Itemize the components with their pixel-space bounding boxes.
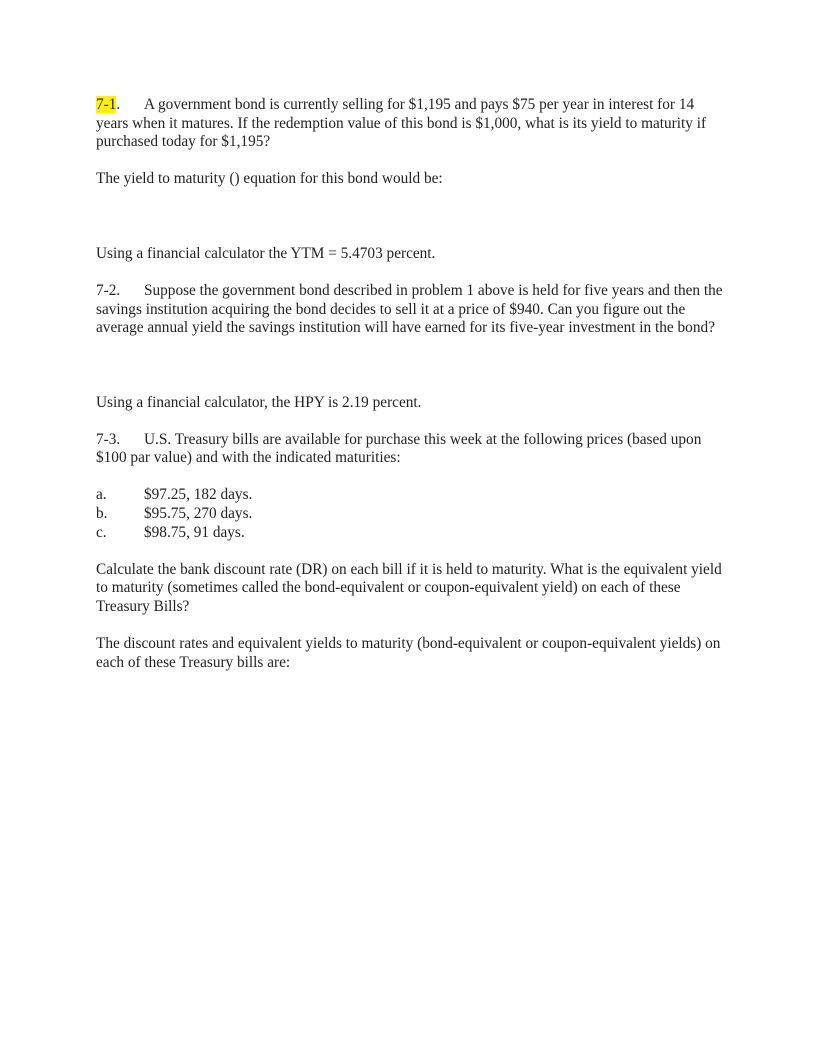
list-item-label: b. bbox=[96, 505, 108, 523]
problem-1-statement bbox=[96, 96, 726, 152]
problem-1-number-highlight: 7-1 bbox=[96, 96, 117, 113]
list-item bbox=[96, 486, 726, 505]
list-item-text: $98.75, 91 days. bbox=[144, 523, 245, 541]
problem-2-text: Suppose the government bond described in problem 1 above is held for five years and then the savings institution acquiring the bond decides to sell it at a price of $940. Can you figure out the average annual yield the savings institution will have earned for its five-year investment in the bond? bbox=[96, 281, 723, 337]
equation-space bbox=[96, 226, 726, 245]
list-item bbox=[96, 505, 726, 524]
list-item-text: $95.75, 270 days. bbox=[144, 505, 253, 523]
equation-space bbox=[96, 375, 726, 394]
problem-3-text: U.S. Treasury bills are available for purchase this week at the following prices (based upon $100 par value) and with the indicated maturities: bbox=[96, 430, 702, 467]
problem-1-answer: Using a financial calculator the YTM = 5.4703 percent. bbox=[96, 244, 436, 262]
problem-3-number: 7-3. bbox=[96, 430, 121, 448]
problem-3-answer-intro: The discount rates and equivalent yields to maturity (bond-equivalent or coupon-equivalent yields) on each of these Treasury bills are: bbox=[96, 635, 721, 671]
problem-3-statement bbox=[96, 431, 726, 468]
tbill-list bbox=[96, 486, 726, 542]
problem-1-equation-intro: The yield to maturity () equation for this bond would be: bbox=[96, 170, 443, 188]
problem-3-question: Calculate the bank discount rate (DR) on each bill if it is held to maturity. What is the equivalent yield to maturity (sometimes called the bond-equivalent or coupon-equivalent yield) on each of these Treasury Bills? bbox=[96, 560, 722, 616]
problem-2-number: 7-2. bbox=[96, 281, 121, 299]
problem-2-statement bbox=[96, 282, 726, 338]
list-item-label: c. bbox=[96, 523, 107, 541]
list-item bbox=[96, 524, 726, 543]
problem-1-text: A government bond is currently selling for $1,195 and pays $75 per year in interest for 14 years when it matures. If the redemption value of this bond is $1,000, what is its yield to maturity if purchased today for $1,195? bbox=[96, 96, 707, 151]
problem-1-number: 7-1. bbox=[96, 96, 121, 113]
list-item-label: a. bbox=[96, 486, 107, 504]
document-page bbox=[96, 96, 726, 691]
list-item-text: $97.25, 182 days. bbox=[144, 486, 253, 504]
problem-2-answer: Using a financial calculator, the HPY is 2.19 percent. bbox=[96, 393, 422, 411]
equation-space bbox=[96, 356, 726, 375]
equation-space bbox=[96, 208, 726, 227]
